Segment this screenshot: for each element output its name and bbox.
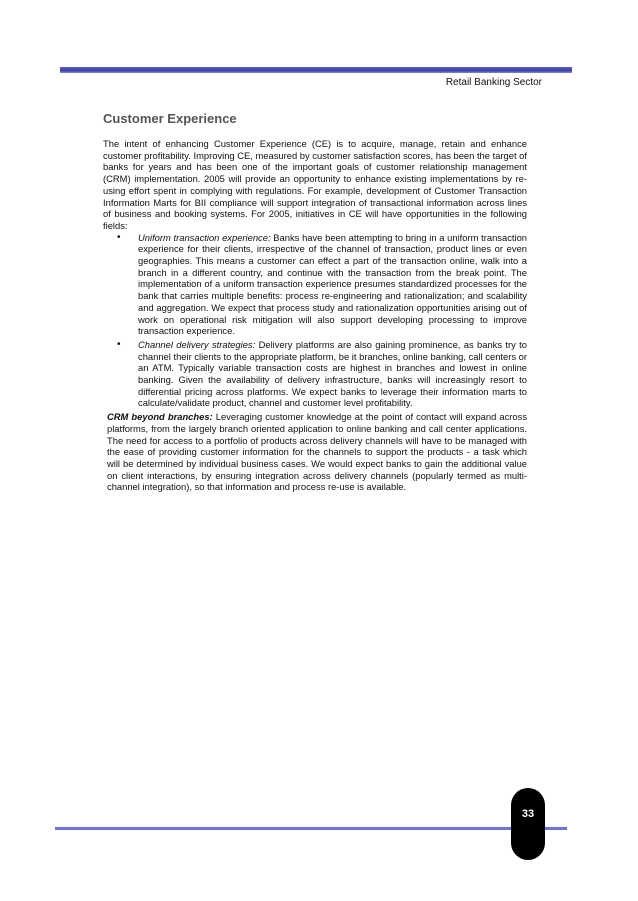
opportunity-list bbox=[103, 232, 527, 410]
page-number: 33 bbox=[521, 808, 535, 820]
header-rule bbox=[60, 67, 572, 73]
list-item bbox=[138, 232, 527, 337]
bullet-title: Uniform transaction experience: bbox=[138, 231, 271, 243]
page-number-tab bbox=[511, 788, 545, 860]
crm-title: CRM beyond branches: bbox=[107, 411, 213, 423]
bullet-text: Banks have been attempting to bring in a uniform transaction experience for their clients, irrespective of the channel of transaction, product lines or even geographies. This means a customer can effect a part of the transaction online, walk into a branch in a different country, and continue with the transaction from the break point. The implementation of a uniform transaction experience presumes standardized processes for the bank that carries multiple benefits: process re-engineering and rationalization; and scalability and aggregation. We expect that process study and rationalization opportunities arising out of work on operational risk mitigation will also support developing processing to improve transaction experience. bbox=[138, 231, 528, 337]
section-body bbox=[103, 138, 527, 493]
intro-paragraph: The intent of enhancing Customer Experience (CE) is to acquire, manage, retain and enhance customer profitability. Improving CE, measured by customer satisfaction scores, has been the target of banks for years and has been one of the important goals of customer relationship management (CRM) implementation. 2005 will provide an opportunity to enhance existing implementations by re-using effort spent in complying with regulations. For example, development of Customer Transaction Information Marts for BII compliance will support integration of transactional information across lines of business and booking systems. For 2005, initiatives in CE will have opportunities in the following fields: bbox=[103, 138, 527, 231]
crm-text: Leveraging customer knowledge at the point of contact will expand across platforms, from the largely branch oriented application to online banking and call center applications. The need for access to a portfolio of products across delivery channels will have to be managed with the ease of providing customer information for the channels to support the products - a task which will be determined by individual business cases. We would expect banks to gain the additional value on client interactions, by ensuring integration across delivery channels (popularly termed as multi-channel integration), so that information and process re-use is available. bbox=[107, 411, 528, 493]
list-item bbox=[138, 339, 527, 409]
running-header: Retail Banking Sector bbox=[445, 77, 542, 88]
bullet-text: Delivery platforms are also gaining prominence, as banks try to channel their clients to the appropriate platform, be it branches, online banking, call centers or an ATM. Typically variable transaction costs are highest in branches and lowest in online banking. Given the availability of delivery infrastructure, banks will increasingly resort to differential pricing across platforms. We expect banks to leverage their information marts to calculate/validate product, channel and customer level profitability. bbox=[138, 338, 528, 409]
footer-rule bbox=[55, 827, 567, 830]
section-title: Customer Experience bbox=[103, 111, 237, 126]
crm-paragraph bbox=[107, 411, 527, 493]
bullet-title: Channel delivery strategies: bbox=[138, 338, 256, 350]
